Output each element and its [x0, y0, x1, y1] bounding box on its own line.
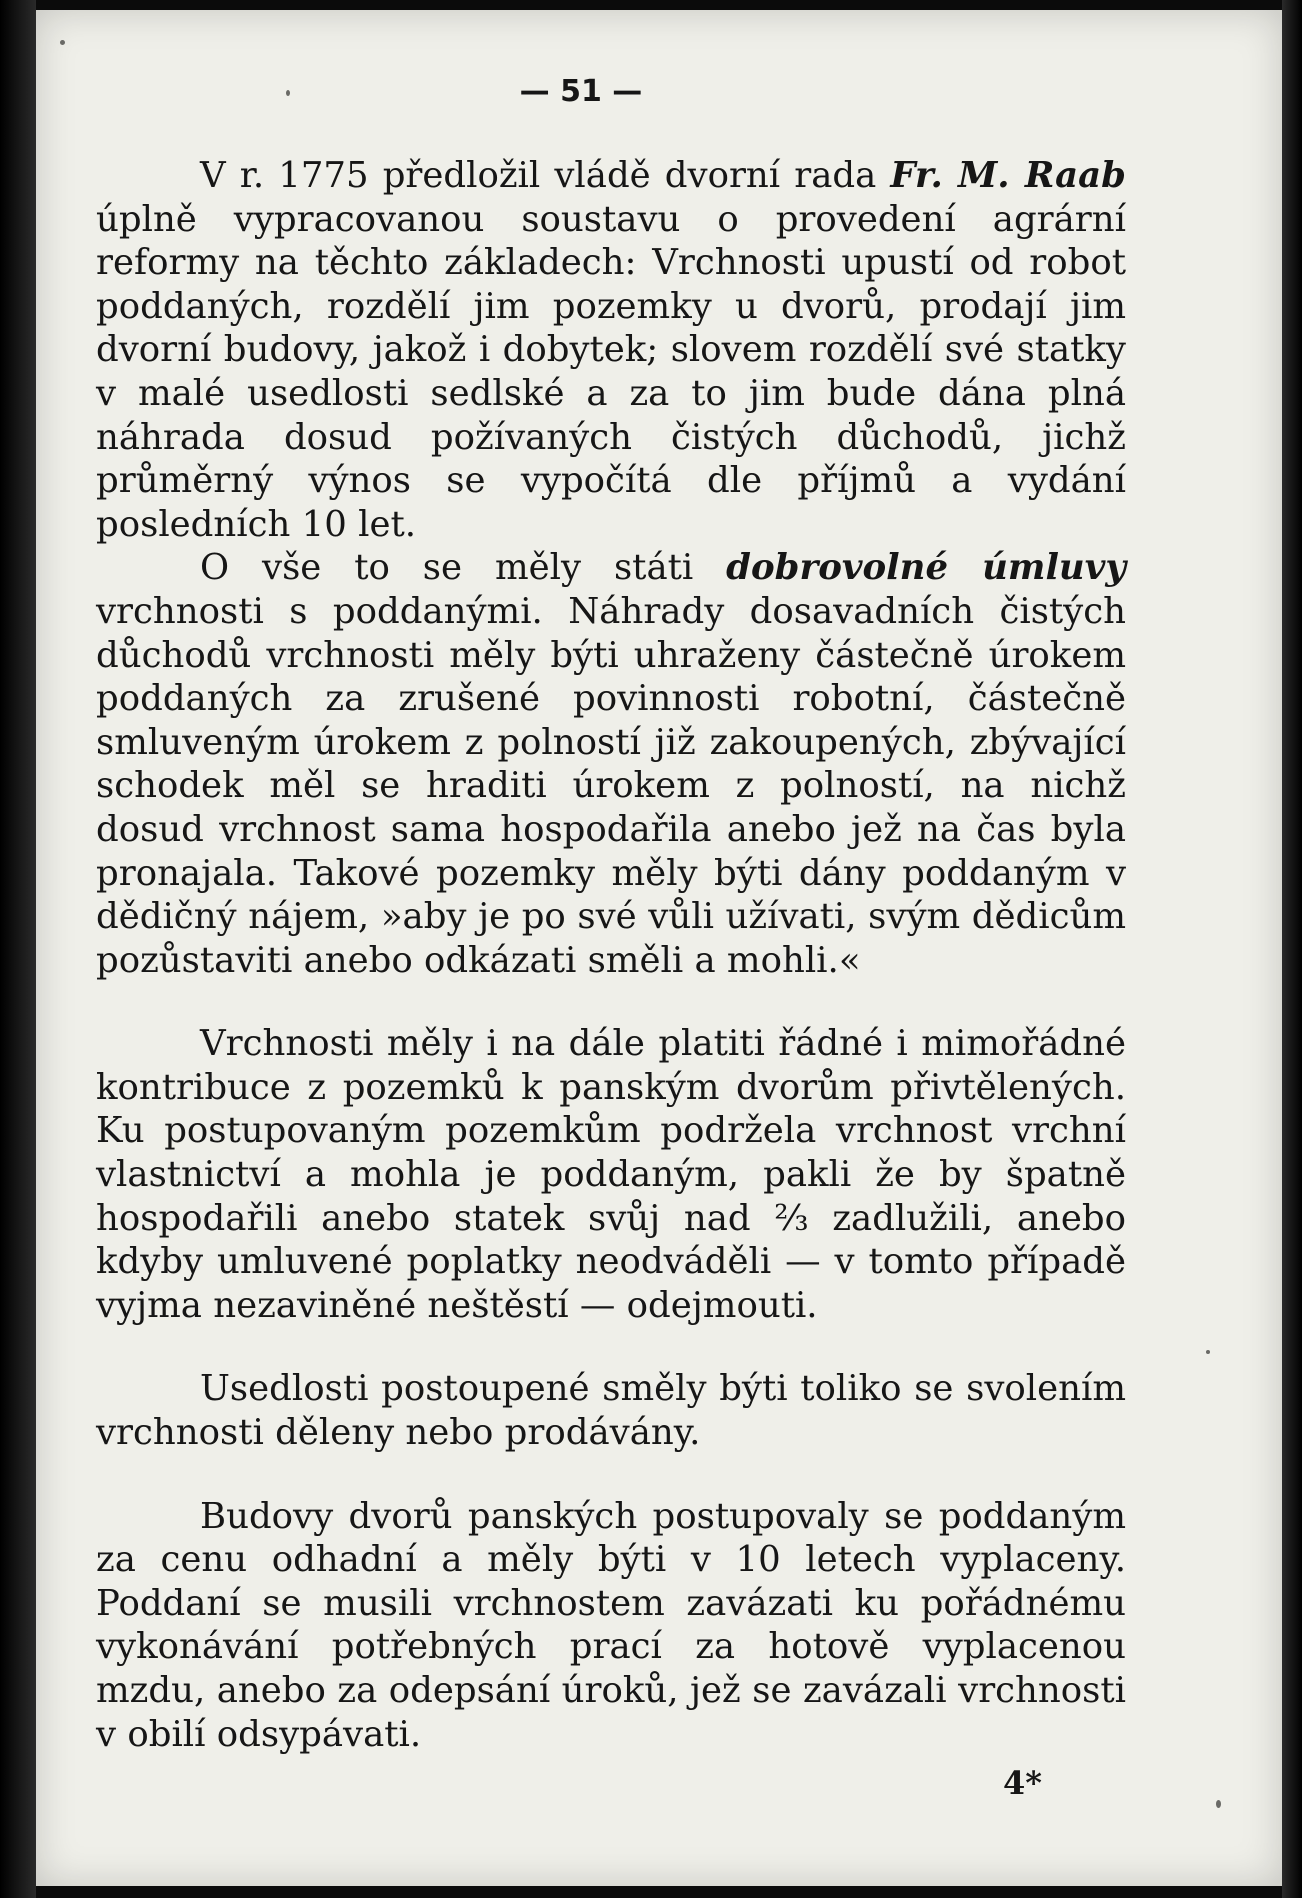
- emphasized-term: dobrovolné úmluvy: [726, 547, 1126, 589]
- paragraph-contributions: Vrchnosti měly i na dále platiti řádné i mimořádné kontribuce z pozemků k panským dvorům přivtělených. Ku postupovaným pozemkům podržela vrchnost vrchní vlastnictví a mohla je poddaným, pakli že by špatně hospodařili anebo statek svůj nad ⅔ zadlužili, anebo kdyby umluvené poplatky neodváděli — v tomto případě vyjma nezaviněné neštěstí — odejmouti.: [96, 1023, 1126, 1326]
- author-name: Fr. M. Raab: [890, 155, 1126, 196]
- book-spine-shadow: [0, 0, 36, 1898]
- paragraph-raab-proposal: [96, 154, 1126, 546]
- paragraph-text: vrchnosti s poddanými. Náhrady dosavadních čistých důchodů vrchnosti měly býti uhraženy částečně úrokem poddaných za zrušené povinnosti robotní, částečně smluveným úrokem z polností již zakoupených, zbývající schodek měl se hraditi úrokem z polností, na nichž dosud vrchnost sama hospodařila anebo jež na čas byla pronajala. Takové pozemky měly býti dány poddaným v dědičný nájem, »aby je po své vůli užívati, svým dědicům pozůstaviti anebo odkázati směli a mohli.«: [96, 590, 1126, 981]
- page-text: [96, 70, 1126, 1806]
- scan-speck: [1216, 1800, 1221, 1808]
- paragraph-voluntary-agreements: [96, 546, 1126, 982]
- paragraph-text: úplně vypracovanou soustavu o provedení agrární reformy na těchto základech: Vrchnosti upustí od robot poddaných, rozdělí jim pozemky u dvorů, prodají jim dvorní budovy, jakož i dobytek; slovem rozdělí své statky v malé usedlosti sedlské a za to jim bude dána plná náhrada dosud požívaných čistých důchodů, jichž průměrný výnos se vypočítá dle příjmů a vydání posledních 10 let.: [96, 198, 1126, 545]
- paragraph-division-of-holdings: Usedlosti postoupené směly býti toliko se svolením vrchnosti děleny nebo prodávány.: [96, 1368, 1126, 1454]
- paragraph-farm-buildings: Budovy dvorů panských postupovaly se poddaným za cenu odhadní a měly býti v 10 letech vyplaceny. Poddaní se musili vrchnostem zavázati ku pořádnému vykonávání potřebných prací za hotově vyplacenou mzdu, anebo za odepsání úroků, jež se zavázali vrchnosti v obilí odsypávati.: [96, 1495, 1126, 1755]
- page-number: — 51 —: [519, 74, 643, 109]
- printer-signature-mark: 4*: [1003, 1764, 1042, 1803]
- paragraph-text: V r. 1775 předložil vládě dvorní rada: [200, 155, 891, 196]
- page-edge-shadow: [1282, 0, 1302, 1898]
- scan-speck: [1206, 1350, 1210, 1354]
- paragraph-text: O vše to se měly státi: [200, 547, 727, 589]
- scan-speck: [60, 40, 65, 45]
